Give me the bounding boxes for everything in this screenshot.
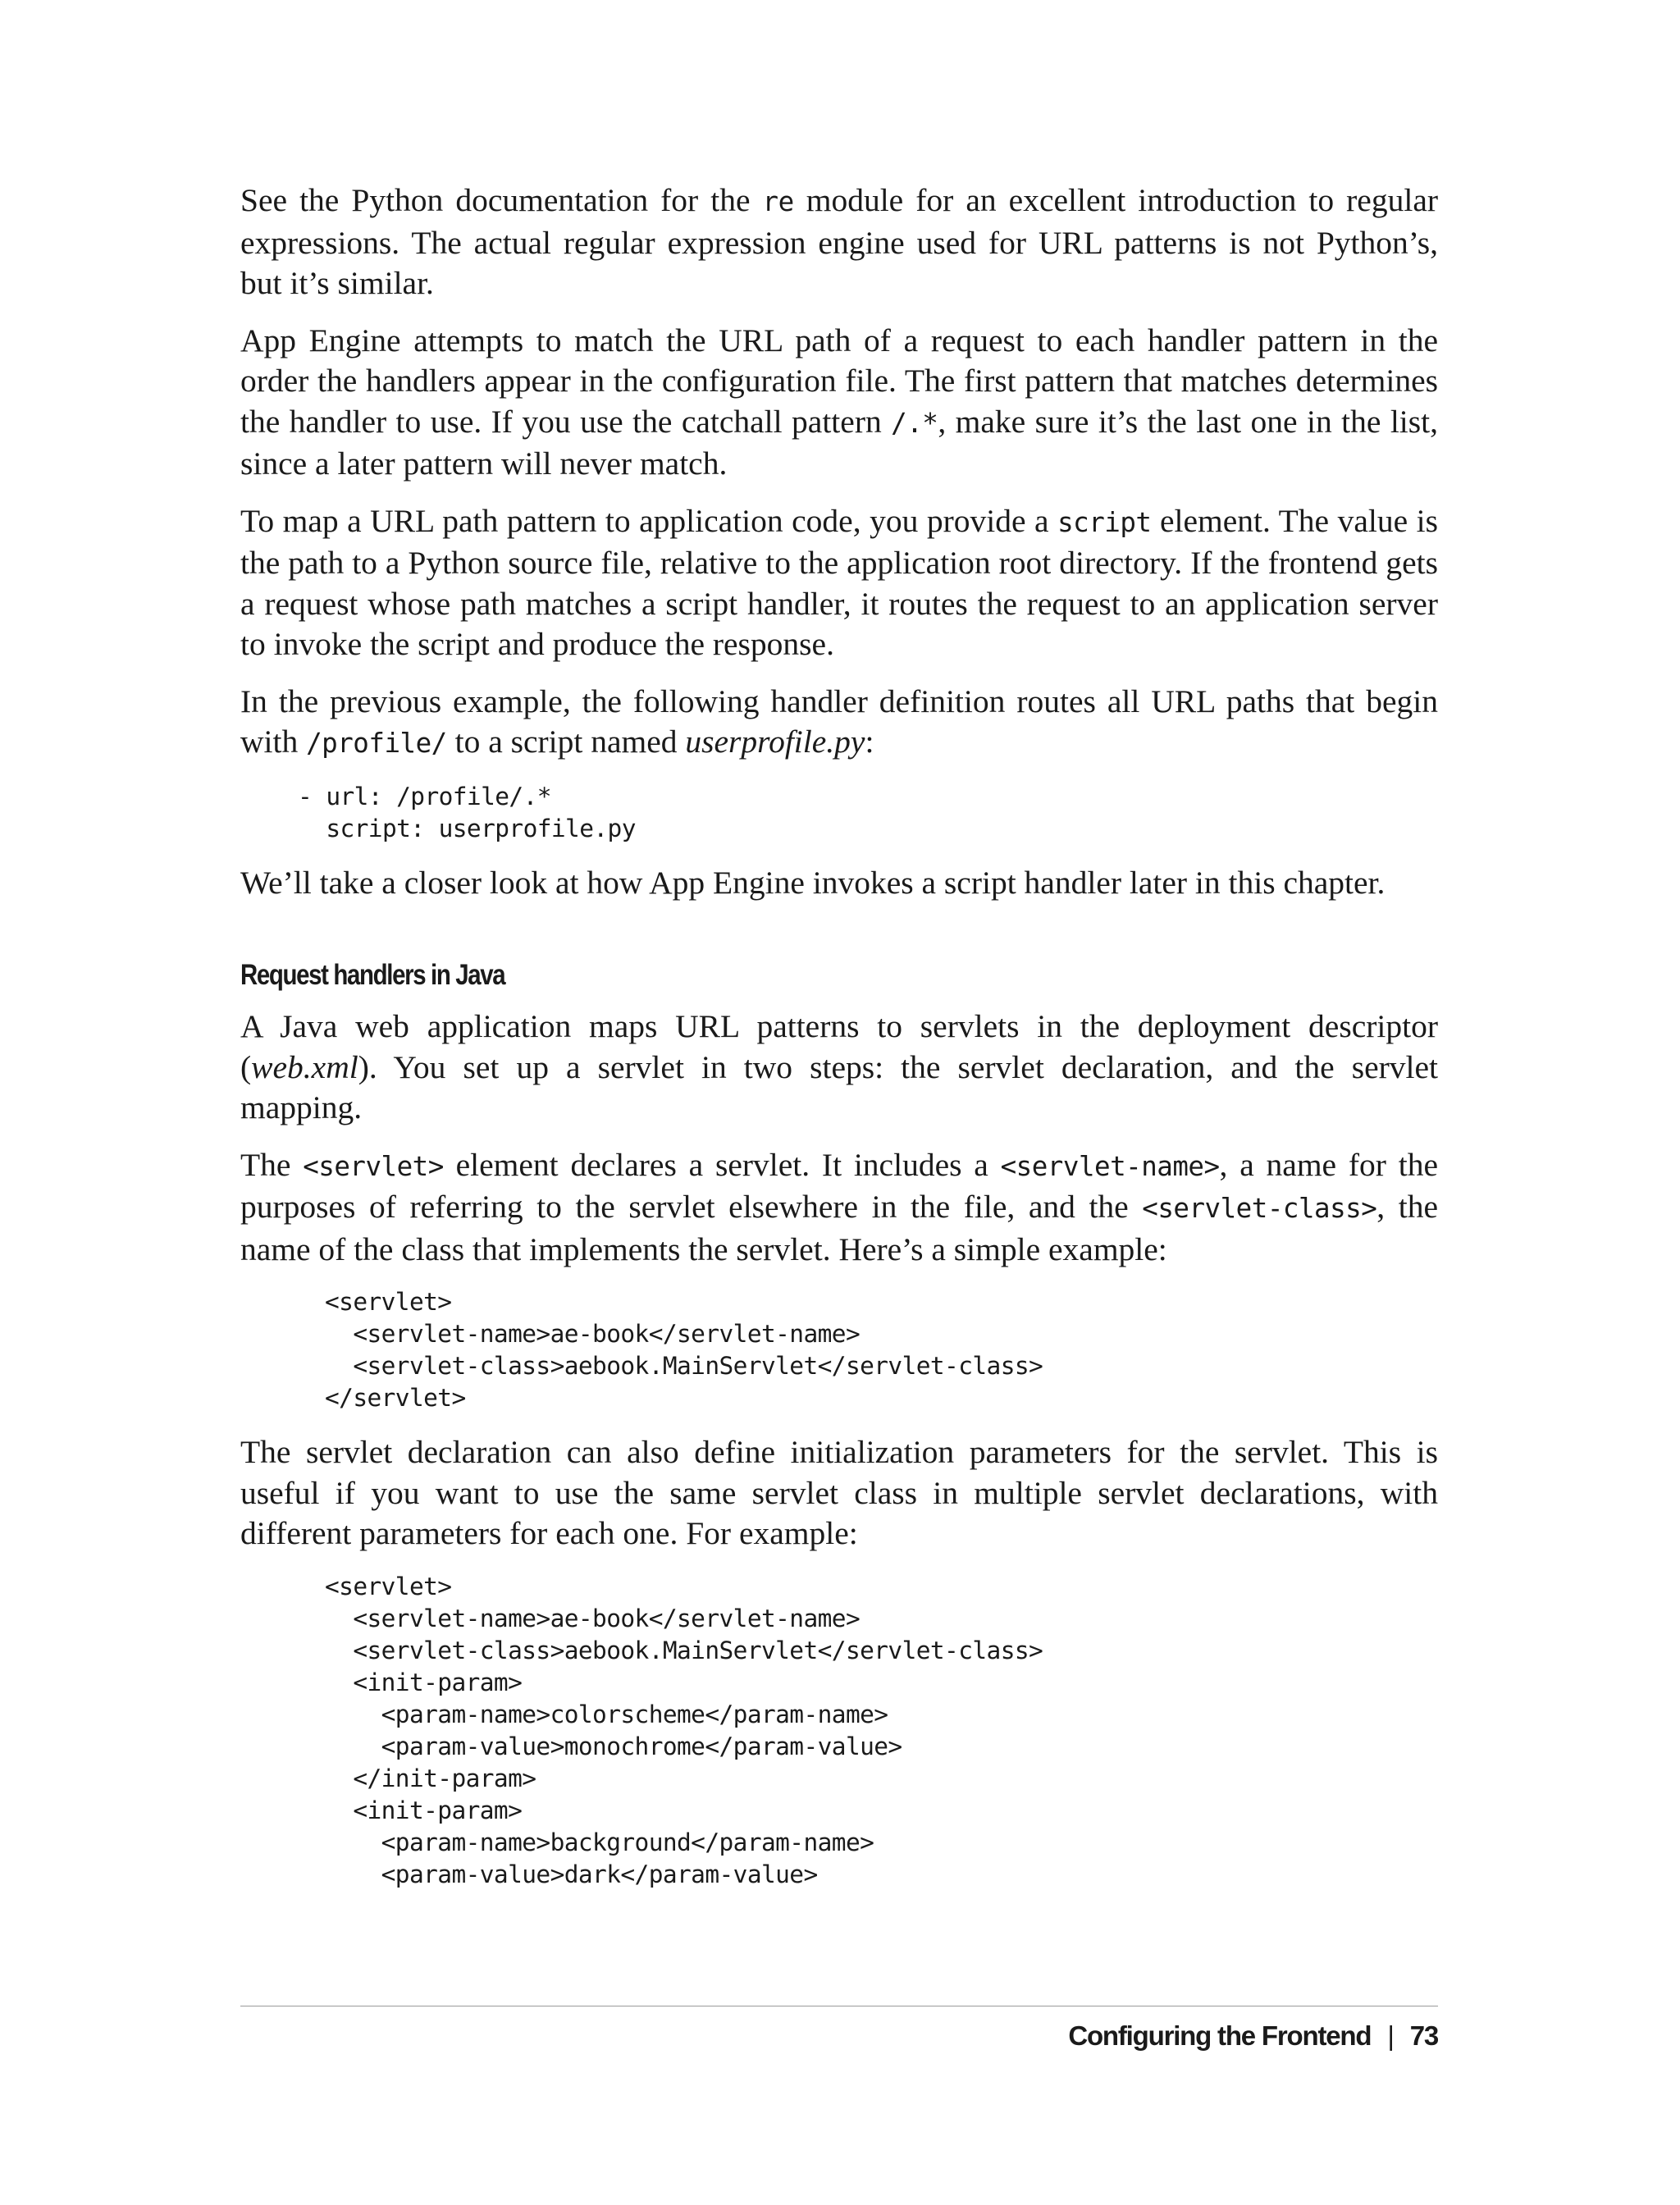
text: The servlet declaration can also define initialization parameters for the servlet. This is useful if you want to use the same servlet class in multiple servlet declarations, with different parameters for each one. For example: xyxy=(240,1434,1438,1551)
code-block-yaml-handler: - url: /profile/.* script: userprofile.py xyxy=(298,782,636,842)
inline-code: <servlet-name> xyxy=(1000,1150,1220,1182)
text: To map a URL path pattern to application code, you provide a xyxy=(240,502,1058,539)
inline-code: <servlet> xyxy=(303,1150,444,1182)
text: In the previous example, the following handler definition routes all URL paths that begin with xyxy=(240,682,1438,760)
text: , a name for the purposes of referring to the servlet elsewhere in the file, and the xyxy=(240,1146,1438,1225)
paragraph-init-params xyxy=(240,1432,1438,1554)
text: A Java web application maps URL patterns to servlets in the deployment descriptor ( xyxy=(240,1008,1438,1085)
code-block-servlet-init-params: <servlet> <servlet-name>ae-book</servlet-name> <servlet-class>aebook.MainServlet</servlet-class> <init-param> <param-name>colorscheme</param-name> <param-value>monochrome</param-value> </init-param> <init-param> <param-name>background</param-name> <param-value>dark</param-value> xyxy=(325,1572,1043,1888)
paragraph-servlet-element xyxy=(240,1145,1438,1271)
text: : xyxy=(865,724,874,760)
footer-separator: | xyxy=(1387,2020,1394,2051)
footer-section-title: Configuring the Frontend xyxy=(1068,2020,1372,2051)
text: , the name of the class that implements the servlet. Here’s a simple example: xyxy=(240,1189,1438,1267)
text: See the Python documentation for the xyxy=(240,182,763,218)
page-body xyxy=(240,180,1438,1909)
inline-code: script xyxy=(1057,506,1152,538)
section-heading: Request handlers in Java xyxy=(240,959,505,991)
code-block-servlet-declaration: <servlet> <servlet-name>ae-book</servlet-name> <servlet-class>aebook.MainServlet</servlet-class> </servlet> xyxy=(325,1288,1043,1412)
inline-code: /.* xyxy=(891,407,938,439)
paragraph-regex-intro xyxy=(240,180,1438,304)
paragraph-java-servlets xyxy=(240,1007,1438,1129)
text: element. The value is the path to a Python source file, relative to the application root directory. If the frontend gets a request whose path matches a script handler, it routes the request to an application server to invoke the script and produce the response. xyxy=(240,502,1438,662)
inline-code: re xyxy=(762,186,794,217)
emphasis-filename: web.xml xyxy=(251,1048,358,1085)
paragraph-script-element xyxy=(240,501,1438,665)
text: element declares a servlet. It includes a xyxy=(443,1146,1001,1183)
text: App Engine attempts to match the URL path of a request to each handler pattern in the order the handlers appear in the configuration file. The first pattern that matches determines the handler to use. If you use the catchall pattern xyxy=(240,322,1438,440)
paragraph-previous-example xyxy=(240,682,1438,765)
inline-code: /profile/ xyxy=(306,728,447,759)
text: module for an excellent introduction to regular expressions. The actual regular expression engine used for URL patterns is not Python’s, but it’s similar. xyxy=(240,182,1438,301)
text: , make sure it’s the last one in the list, since a later pattern will never match. xyxy=(240,403,1439,482)
emphasis-filename: userprofile.py xyxy=(685,724,865,760)
page-footer xyxy=(984,2020,1438,2052)
inline-code: <servlet-class> xyxy=(1142,1193,1377,1224)
text: to a script named xyxy=(446,724,686,760)
text: ). You set up a servlet in two steps: the servlet declaration, and the servlet mapping. xyxy=(240,1048,1438,1125)
text: The xyxy=(240,1146,304,1183)
paragraph-pattern-matching xyxy=(240,321,1438,485)
paragraph-closer-look xyxy=(240,863,1438,904)
text: We’ll take a closer look at how App Engine invokes a script handler later in this chapter. xyxy=(240,864,1386,901)
page-number: 73 xyxy=(1409,2020,1438,2051)
